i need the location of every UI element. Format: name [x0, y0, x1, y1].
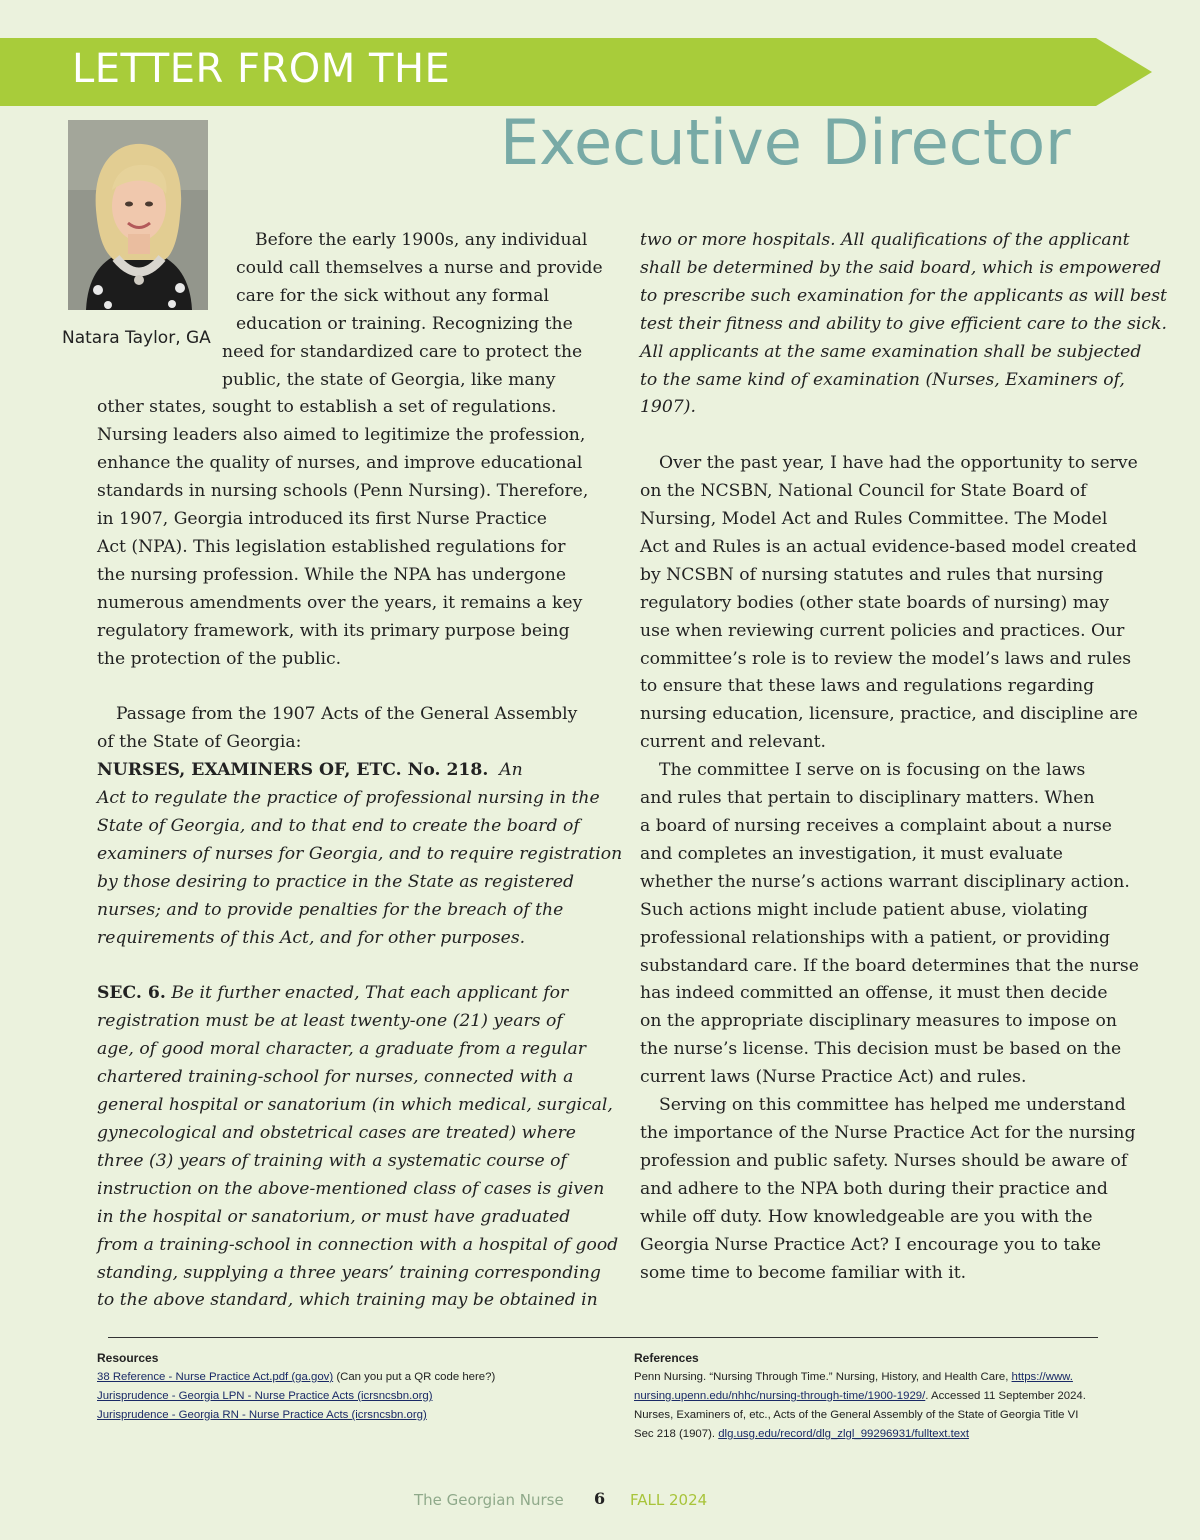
resource-link-npa[interactable]: 38 Reference - Nurse Practice Act.pdf (ga.gov) [97, 1371, 334, 1383]
resource-link-lpn[interactable]: Jurisprudence - Georgia LPN - Nurse Practice Acts (icrsncsbn.org) [97, 1390, 433, 1402]
passage-intro: Passage from the 1907 Acts of the General Assembly of the State of Georgia: [97, 704, 578, 753]
intro-paragraph: Before the early 1900s, any individual could call themselves a nurse and provide care for the sick without any formal education or training. Recognizing the need for standardized care to protect the public, the state of Georgia, like many other states, sought to establish a set of regulations. Nursing leaders also aimed to legitimize the profession, enhance the quality of nurses, and improve educational standards in nursing schools (Penn Nursing). Therefore, in 1907, Georgia introduced its first Nurse Practice Act (NPA). This legislation established regulations for the nursing profession. While the NPA has undergone numerous amendments over the years, it remains a key regulatory framework, with its primary purpose being the protection of the public. [97, 230, 603, 669]
right-column [640, 227, 1167, 1287]
reference-penn-text: Penn Nursing. “Nursing Through Time.” Nursing, History, and Health Care, [634, 1371, 1012, 1383]
section-divider [108, 1337, 1098, 1338]
resources-heading: Resources [97, 1351, 159, 1365]
paragraph-ncsbn: Over the past year, I have had the opportunity to serve on the NCSBN, National Council for State Board of Nursing, Model Act and Rules Committee. The Model Act and Rules is an actual evidence-based model created by NCSBN of nursing statutes and rules that nursing regulatory bodies (other state boards of nursing) may use when reviewing current policies and practices. Our committee’s role is to review the model’s laws and rules to ensure that these laws and regulations regarding nursing education, licensure, practice, and discipline are current and relevant. [640, 453, 1138, 753]
act-quote: NURSES, EXAMINERS OF, ETC. No. 218. An Act to regulate the practice of professional nursing in the State of Georgia, and to that end to create the board of examiners of nurses for Georgia, and to require registration by those desiring to practice in the State as registered nurses; and to provide penalties for the breach of the requirements of this Act, and for other purposes. [97, 760, 623, 948]
references-section [634, 1349, 1154, 1444]
resources-section [97, 1349, 597, 1425]
act-quote-continued: two or more hospitals. All qualifications of the applicant shall be determined by the said board, which is empowered to prescribe such examination for the applicants as will best test their fitness and ability to give efficient care to the sick. All applicants at the same examination shall be subjected to the same kind of examination (Nurses, Examiners of, 1907). [640, 230, 1167, 418]
reference-acts-text: Nurses, Examiners of, etc., Acts of the General Assembly of the State of Georgia Title VI [634, 1409, 1079, 1421]
issue-season: FALL 2024 [630, 1491, 708, 1509]
resource-note: (Can you put a QR code here?) [333, 1371, 496, 1383]
reference-penn-link-cont[interactable]: nursing.upenn.edu/nhhc/nursing-through-time/1900-1929/ [634, 1390, 926, 1402]
paragraph-conclusion: Serving on this committee has helped me understand the importance of the Nurse Practice Act for the nursing profession and public safety. Nurses should be aware of and adhere to the NPA both during their practice and while off duty. How knowledgeable are you with the Georgia Nurse Practice Act? I encourage you to take some time to become familiar with it. [640, 1095, 1136, 1283]
page-number: 6 [594, 1489, 606, 1508]
paragraph-committee: The committee I serve on is focusing on the laws and rules that pertain to disciplinary matters. When a board of nursing receives a complaint about a nurse and completes an investigation, it must evaluate whether the nurse’s actions warrant disciplinary action. Such actions might include patient abuse, violating professional relationships with a patient, or providing substandard care. If the board determines that the nurse has indeed committed an offense, it must then decide on the appropriate disciplinary measures to impose on the nurse’s license. This decision must be based on the current laws (Nurse Practice Act) and rules. [640, 760, 1139, 1088]
sec6-quote: SEC. 6. Be it further enacted, That each applicant for registration must be at least twenty-one (21) years of age, of good moral character, a graduate from a regular chartered training-school for nurses, connected with a general hospital or sanatorium (in which medical, surgical, gynecological and obstetrical cases are treated) where three (3) years of training with a systematic course of instruction on the above-mentioned class of cases is given in the hospital or sanatorium, or must have graduated from a training-school in connection with a hospital of good standing, supplying a three years’ training corresponding to the above standard, which training may be obtained in [97, 983, 619, 1311]
reference-dlg-link[interactable]: dlg.usg.edu/record/dlg_zlgl_99296931/fulltext.text [718, 1428, 969, 1440]
references-heading: References [634, 1351, 699, 1365]
reference-penn-link[interactable]: https://www. [1011, 1371, 1073, 1383]
act-heading: NURSES, EXAMINERS OF, ETC. No. 218. [97, 760, 489, 781]
reference-penn-accessed: . Accessed 11 September 2024. [925, 1390, 1086, 1402]
left-column [97, 227, 623, 1315]
sec6-heading: SEC. 6. [97, 983, 166, 1004]
photo-caption: Natara Taylor, GA [62, 328, 211, 348]
resource-link-rn[interactable]: Jurisprudence - Georgia RN - Nurse Practice Acts (icrsncsbn.org) [97, 1409, 427, 1421]
reference-acts-sec: Sec 218 (1907). [634, 1428, 719, 1440]
banner-heading: LETTER FROM THE [72, 46, 451, 92]
page-title: Executive Director [500, 106, 1071, 179]
page-footer [0, 1489, 1200, 1513]
publication-name: The Georgian Nurse [414, 1491, 564, 1509]
